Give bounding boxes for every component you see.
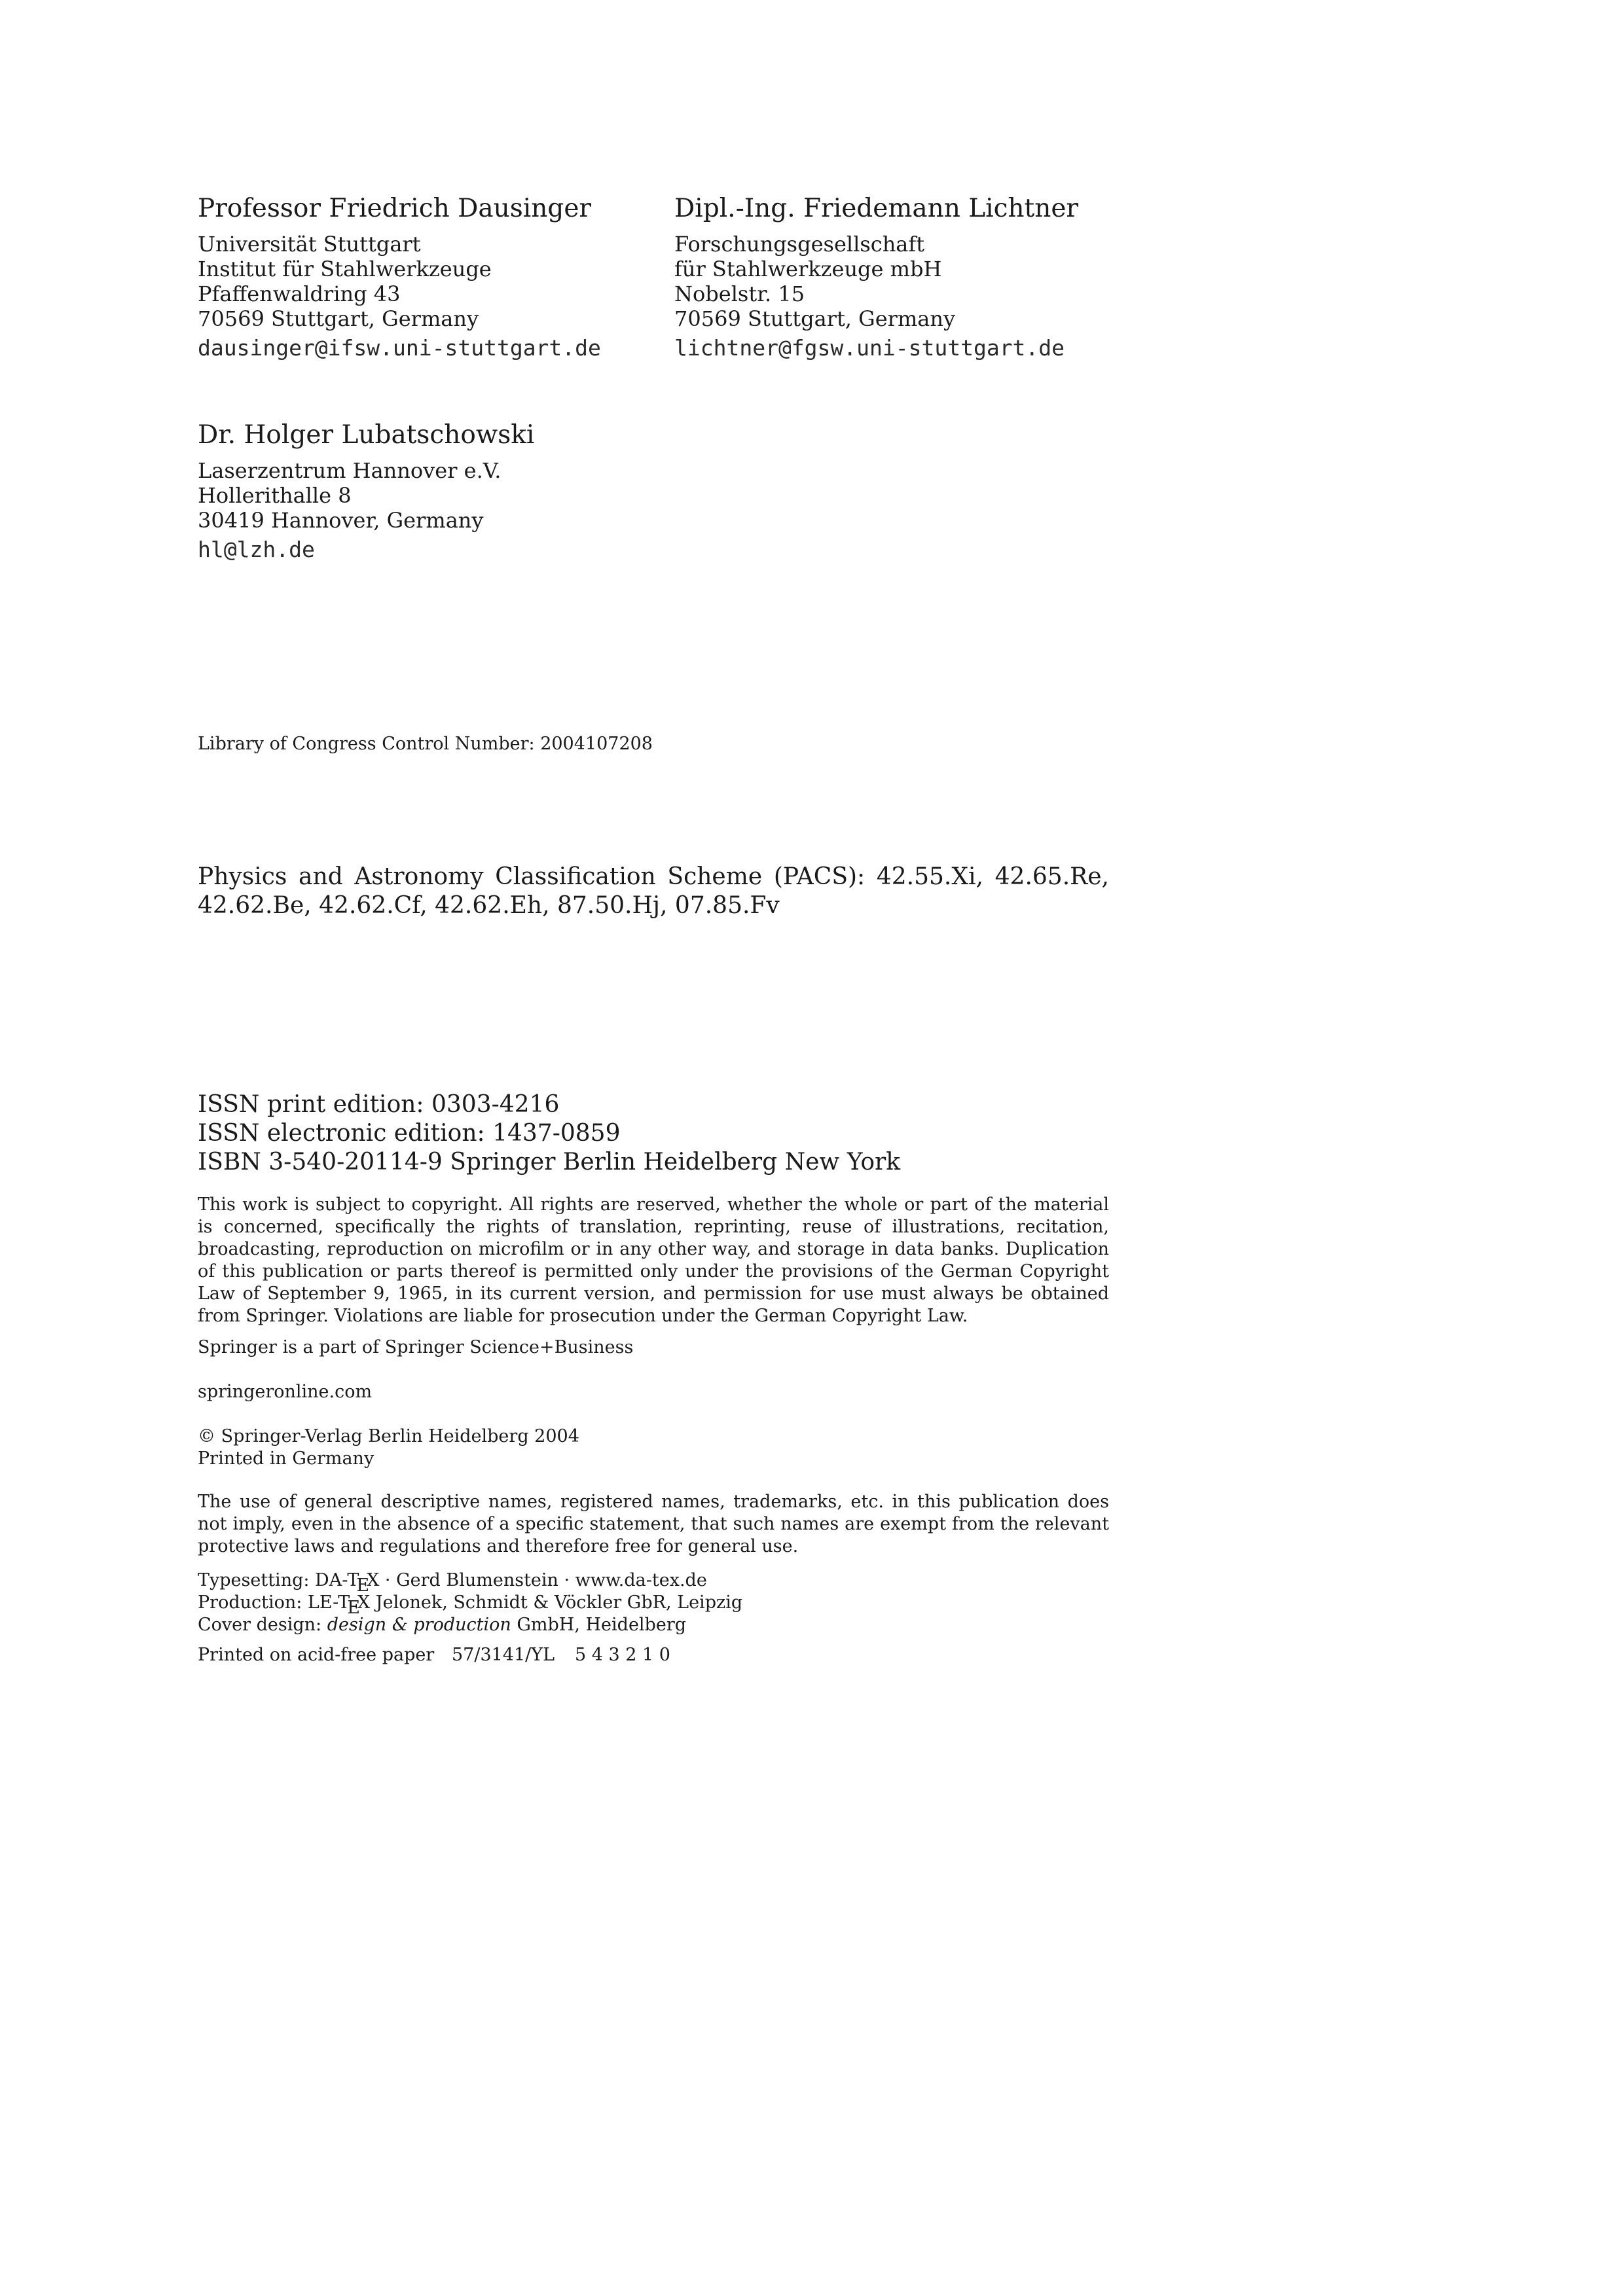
cover-credit [198,1614,1109,1636]
address-line: Pfaffenwaldring 43 [198,281,401,306]
tex-e-letter: E [356,1575,370,1596]
typesetting-suffix: X · Gerd Blumenstein · www.da-tex.de [367,1570,707,1590]
typesetting-credit [198,1570,1109,1596]
tex-e-letter: E [347,1598,360,1618]
isbn: ISBN 3-540-20114-9 Springer Berlin Heidelberg New York [198,1149,901,1175]
author-email: dausinger@ifsw.uni-stuttgart.de [198,335,601,361]
address-line: Hollerithalle 8 [198,483,352,508]
author-block-lubatschowski [198,419,669,564]
production-credit [198,1592,1109,1618]
copyright-notice: This work is subject to copyright. All rights are reserved, whether the whole or part of the material is concerned, specifically the rights of translation, reprinting, reuse of illustrations, recitation, broadcasting, reproduction on microfilm or in any other way, and storage in data banks. Duplication of this publication or parts thereof is permitted only under the provisions of the German Copyright Law of September 9, 1965, in its current version, and permission for use must always be obtained from Springer. Violations are liable for prosecution under the German Copyright Law. [198,1194,1109,1326]
pacs-classification: Physics and Astronomy Classification Scheme (PACS): 42.55.Xi, 42.65.Re, 42.62.Be, 42.62.Cf, 42.62.Eh, 87.50.Hj, 07.85.Fv [198,863,1109,919]
issn-electronic: ISSN electronic edition: 1437-0859 [198,1120,621,1147]
printed-on-line [198,1644,1109,1666]
paper-note: Printed on acid-free paper [198,1645,435,1665]
print-code: 57/3141/YL [452,1645,555,1665]
cover-suffix: GmbH, Heidelberg [511,1615,687,1635]
address-line: Universität Stuttgart [198,232,421,257]
production-suffix: X Jelonek, Schmidt & Vöckler GbR, Leipzig [357,1592,743,1613]
address-line: 70569 Stuttgart, Germany [674,306,956,331]
address-line: für Stahlwerkzeuge mbH [674,257,942,281]
issn-isbn-block [198,1090,900,1177]
trademark-notice: The use of general descriptive names, registered names, trademarks, etc. in this publication does not imply, even in the absence of a specific statement, that such names are exempt from the relevant protective laws and regulations and therefore free for general use. [198,1492,1109,1556]
author-name: Professor Friedrich Dausinger [198,194,592,223]
author-block-lichtner [674,192,1146,363]
author-block-dausinger [198,192,669,363]
address-line: 30419 Hannover, Germany [198,508,484,533]
cover-designer: design & production [327,1615,511,1635]
production-prefix: Production: LE-T [198,1592,350,1613]
author-email: hl@lzh.de [198,537,315,562]
website-line: springeronline.com [198,1382,373,1402]
credits-block [198,1570,1109,1636]
author-email: lichtner@fgsw.uni-stuttgart.de [674,335,1065,361]
author-name: Dr. Holger Lubatschowski [198,420,535,450]
address-line: Nobelstr. 15 [674,281,805,306]
address-line: Forschungsgesellschaft [674,232,925,257]
lccn-line: Library of Congress Control Number: 2004107208 [198,734,653,754]
print-run: 5 4 3 2 1 0 [575,1645,670,1665]
springer-part-line: Springer is a part of Springer Science+Business [198,1337,634,1357]
copyright-year-block [198,1426,1109,1470]
issn-print: ISSN print edition: 0303-4216 [198,1091,560,1118]
printed-country: Printed in Germany [198,1448,374,1469]
author-name: Dipl.-Ing. Friedemann Lichtner [674,194,1079,223]
copyright-line: © Springer-Verlag Berlin Heidelberg 2004 [198,1426,579,1446]
address-line: Institut für Stahlwerkzeuge [198,257,492,281]
typesetting-prefix: Typesetting: DA-T [198,1570,359,1590]
cover-label: Cover design: [198,1615,327,1635]
address-line: 70569 Stuttgart, Germany [198,306,479,331]
address-line: Laserzentrum Hannover e.V. [198,458,501,483]
